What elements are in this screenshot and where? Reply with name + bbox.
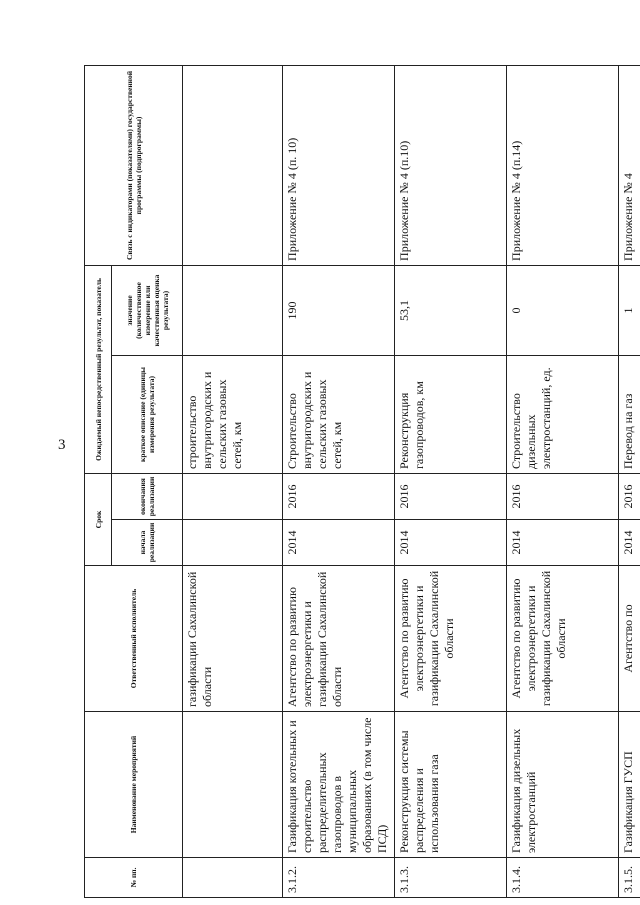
cell-link: Приложение № 4 (п.14) [507,65,619,265]
cell-end: 2016 [395,473,507,519]
cell-name: Газификация ГУСП [619,712,640,858]
header-end: окончания реализации [112,473,183,519]
cell-link: Приложение № 4 (п.10) [395,65,507,265]
cell-value: 1 [619,265,640,355]
cell-name: Газификация котельных и строительство распределительных газопроводов в муниципальных образованиях (в том числе ПСД) [283,712,395,858]
cell-no: 3.1.3. [395,858,507,898]
cell-no: 3.1.5. [619,858,640,898]
rotated-content [84,66,635,898]
cell-start: 2014 [283,520,395,566]
cell-executor: Агентство по развитию электроэнергетики и газификации Сахалинской области [395,566,507,712]
cell-start: 2014 [395,520,507,566]
cell-value: 190 [283,265,395,355]
cell-end: 2016 [507,473,619,519]
header-result: Ожидаемый непосредственный результат, показатель [85,265,112,473]
cell-no [183,858,283,898]
header-name: Наименование мероприятий [85,712,183,858]
header-desc: краткое описание (единицы измерения результата) [112,355,183,473]
cell-start [183,520,283,566]
header-link: Связь с индикаторами (показателями) государственной программы (подпрограммы) [85,65,183,265]
cell-link [183,65,283,265]
cell-end: 2016 [619,473,640,519]
cell-link: Приложение № 4 [619,65,640,265]
cell-start: 2014 [619,520,640,566]
cell-desc: строительство внутригородских и сельских газовых сетей, км [183,355,283,473]
cell-end [183,473,283,519]
cell-desc: Строительство внутригородских и сельских газовых сетей, км [283,355,395,473]
cell-executor: газификации Сахалинской области [183,566,283,712]
cell-executor: Агентство по развитию электроэнергетики и газификации Сахалинской области [283,566,395,712]
header-term: Срок [85,473,112,565]
cell-value: 0 [507,265,619,355]
header-no: № пп. [85,858,183,898]
cell-desc: Перевод на газ [619,355,640,473]
cell-value [183,265,283,355]
cell-executor: Агентство по развитию электроэнергетики и газификации Сахалинской области [507,566,619,712]
cell-no: 3.1.2. [283,858,395,898]
cell-start: 2014 [507,520,619,566]
cell-name [183,712,283,858]
table-row [395,65,507,897]
continuation-row [183,65,283,897]
cell-executor: Агентство по [619,566,640,712]
cell-desc: Реконструкция газопроводов, км [395,355,507,473]
cell-no: 3.1.4. [507,858,619,898]
cell-link: Приложение № 4 (п. 10) [283,65,395,265]
header-start: начала реализации [112,520,183,566]
table-row [507,65,619,897]
table-row [283,65,395,897]
header-value: значение (количественное измерение или качественная оценка результата) [112,265,183,355]
page-number: 3 [58,437,66,453]
cell-name: Реконструкция системы распределения и использования газа [395,712,507,858]
cell-name: Газификация дизельных электростанций [507,712,619,858]
header-row-1 [85,65,112,897]
table-row [619,65,640,897]
activities-table [84,65,640,898]
cell-end: 2016 [283,473,395,519]
header-executor: Ответственный исполнитель [85,566,183,712]
cell-value: 53,1 [395,265,507,355]
cell-desc: Строительство дизельных электростанций, ед. [507,355,619,473]
